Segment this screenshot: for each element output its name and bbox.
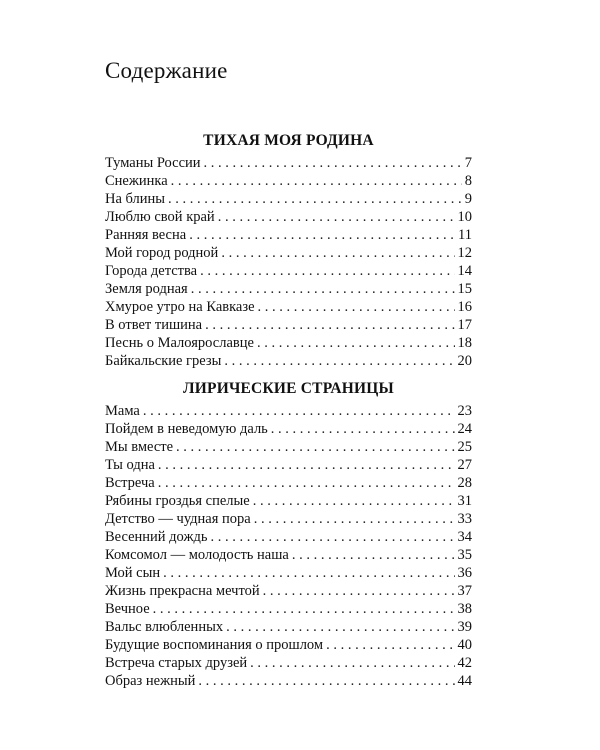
toc-section-2 — [105, 376, 472, 690]
dot-leader — [250, 654, 454, 672]
dot-leader — [200, 262, 454, 280]
toc-entry-title: Снежинка — [105, 173, 168, 189]
dot-leader — [189, 226, 455, 244]
toc-entry-page: 11 — [458, 227, 472, 243]
toc-entry-title: Мы вместе — [105, 439, 174, 455]
toc-entry-page: 39 — [457, 619, 472, 635]
dot-leader — [153, 600, 455, 618]
toc-entry[interactable] — [105, 208, 472, 226]
toc-entry[interactable] — [105, 456, 472, 474]
dot-leader — [263, 582, 455, 600]
dot-leader — [221, 244, 454, 262]
dot-leader — [226, 618, 454, 636]
dot-leader — [191, 280, 455, 298]
toc-entry[interactable] — [105, 352, 472, 370]
toc-entry-page: 42 — [457, 655, 472, 671]
toc-entry-title: Ты одна — [105, 457, 155, 473]
toc-entry-title: Вальс влюбленных — [105, 619, 224, 635]
toc-entry-page: 14 — [457, 263, 472, 279]
toc-entry-page: 7 — [464, 155, 472, 171]
dot-leader — [253, 492, 455, 510]
dot-leader — [326, 636, 454, 654]
toc-entry[interactable] — [105, 600, 472, 618]
toc-entry-title: Песнь о Малоярославце — [105, 335, 254, 351]
dot-leader — [143, 402, 455, 420]
dot-leader — [210, 528, 454, 546]
toc-entry-page: 10 — [457, 209, 472, 225]
toc-entry-title: Мой город родной — [105, 245, 219, 261]
toc-entry[interactable] — [105, 420, 472, 438]
toc-entry-title: В ответ тишина — [105, 317, 203, 333]
toc-entry-page: 16 — [457, 299, 472, 315]
dot-leader — [224, 352, 454, 370]
toc-entry-page: 24 — [457, 421, 472, 437]
toc-entry-title: На блины — [105, 191, 166, 207]
toc-entry-title: Хмурое утро на Кавказе — [105, 299, 255, 315]
toc-entry-title: Туманы России — [105, 155, 201, 171]
toc-entry[interactable] — [105, 298, 472, 316]
toc-entry[interactable] — [105, 618, 472, 636]
toc-entry[interactable] — [105, 190, 472, 208]
toc-entry-title: Встреча старых друзей — [105, 655, 248, 671]
toc-entry-title: Встреча — [105, 475, 155, 491]
toc-entry-title: Жизнь прекрасна мечтой — [105, 583, 260, 599]
dot-leader — [176, 438, 454, 456]
toc-entry[interactable] — [105, 226, 472, 244]
toc-entry-page: 20 — [457, 353, 472, 369]
toc-entry-page: 35 — [457, 547, 472, 563]
toc-entry-title: Города детства — [105, 263, 198, 279]
toc-entry[interactable] — [105, 528, 472, 546]
dot-leader — [198, 672, 454, 690]
toc-entry-title: Люблю свой край — [105, 209, 215, 225]
toc-entry-page: 9 — [464, 191, 472, 207]
toc-entry-title: Пойдем в неведомую даль — [105, 421, 268, 437]
toc-entry-title: Образ нежный — [105, 673, 196, 689]
section-heading: ЛИРИЧЕСКИЕ СТРАНИЦЫ — [183, 380, 394, 397]
toc-entry[interactable] — [105, 582, 472, 600]
toc-entry[interactable] — [105, 546, 472, 564]
section-heading: ТИХАЯ МОЯ РОДИНА — [203, 132, 374, 149]
dot-leader — [292, 546, 455, 564]
toc-entry[interactable] — [105, 492, 472, 510]
toc-entry-page: 12 — [457, 245, 472, 261]
toc-entry-page: 28 — [457, 475, 472, 491]
toc-entry-title: Весенний дождь — [105, 529, 208, 545]
toc-entry[interactable] — [105, 316, 472, 334]
toc-entry-title: Рябины гроздья спелые — [105, 493, 250, 509]
toc-entry[interactable] — [105, 654, 472, 672]
dot-leader — [163, 564, 454, 582]
toc-entry-title: Будущие воспоминания о прошлом — [105, 637, 324, 653]
dot-leader — [218, 208, 455, 226]
toc-entry-title: Байкальские грезы — [105, 353, 222, 369]
dot-leader — [171, 172, 462, 190]
toc-entry[interactable] — [105, 334, 472, 352]
toc-entry-page: 31 — [457, 493, 472, 509]
dot-leader — [205, 316, 454, 334]
toc-entry[interactable] — [105, 154, 472, 172]
toc-entry[interactable] — [105, 474, 472, 492]
toc-entry-title: Вечное — [105, 601, 150, 617]
toc-entry-page: 25 — [457, 439, 472, 455]
dot-leader — [158, 456, 455, 474]
dot-leader — [271, 420, 455, 438]
dot-leader — [254, 510, 455, 528]
dot-leader — [158, 474, 455, 492]
toc-entry-title: Мой сын — [105, 565, 161, 581]
toc-entry-page: 37 — [457, 583, 472, 599]
dot-leader — [204, 154, 462, 172]
toc-entry-title: Земля родная — [105, 281, 188, 297]
toc-entry-page: 17 — [457, 317, 472, 333]
toc-entry-page: 38 — [457, 601, 472, 617]
toc-entry-page: 27 — [457, 457, 472, 473]
toc-entry[interactable] — [105, 262, 472, 280]
toc-section-1 — [105, 128, 472, 370]
toc-entry[interactable] — [105, 510, 472, 528]
toc-entry-page: 8 — [464, 173, 472, 189]
toc-entry[interactable] — [105, 280, 472, 298]
dot-leader — [258, 298, 455, 316]
toc-entry-page: 44 — [457, 673, 472, 689]
toc-entry-title: Мама — [105, 403, 140, 419]
toc-list — [105, 402, 472, 690]
toc-entry-page: 40 — [457, 637, 472, 653]
toc-entry[interactable] — [105, 172, 472, 190]
toc-entry-title: Ранняя весна — [105, 227, 187, 243]
toc-entry[interactable] — [105, 672, 472, 690]
toc-entry-page: 23 — [457, 403, 472, 419]
toc-entry-title: Детство — чудная пора — [105, 511, 251, 527]
toc-entry-page: 33 — [457, 511, 472, 527]
toc-entry-page: 18 — [457, 335, 472, 351]
toc-entry-page: 34 — [457, 529, 472, 545]
dot-leader — [257, 334, 455, 352]
toc-list — [105, 154, 472, 370]
toc-entry[interactable] — [105, 636, 472, 654]
toc-entry-title: Комсомол — молодость наша — [105, 547, 289, 563]
toc-entry-page: 36 — [457, 565, 472, 581]
dot-leader — [168, 190, 462, 208]
toc-entry[interactable] — [105, 402, 472, 420]
toc-entry[interactable] — [105, 244, 472, 262]
page-title: Содержание — [105, 58, 228, 83]
toc-entry[interactable] — [105, 564, 472, 582]
toc-entry-page: 15 — [457, 281, 472, 297]
toc-entry[interactable] — [105, 438, 472, 456]
